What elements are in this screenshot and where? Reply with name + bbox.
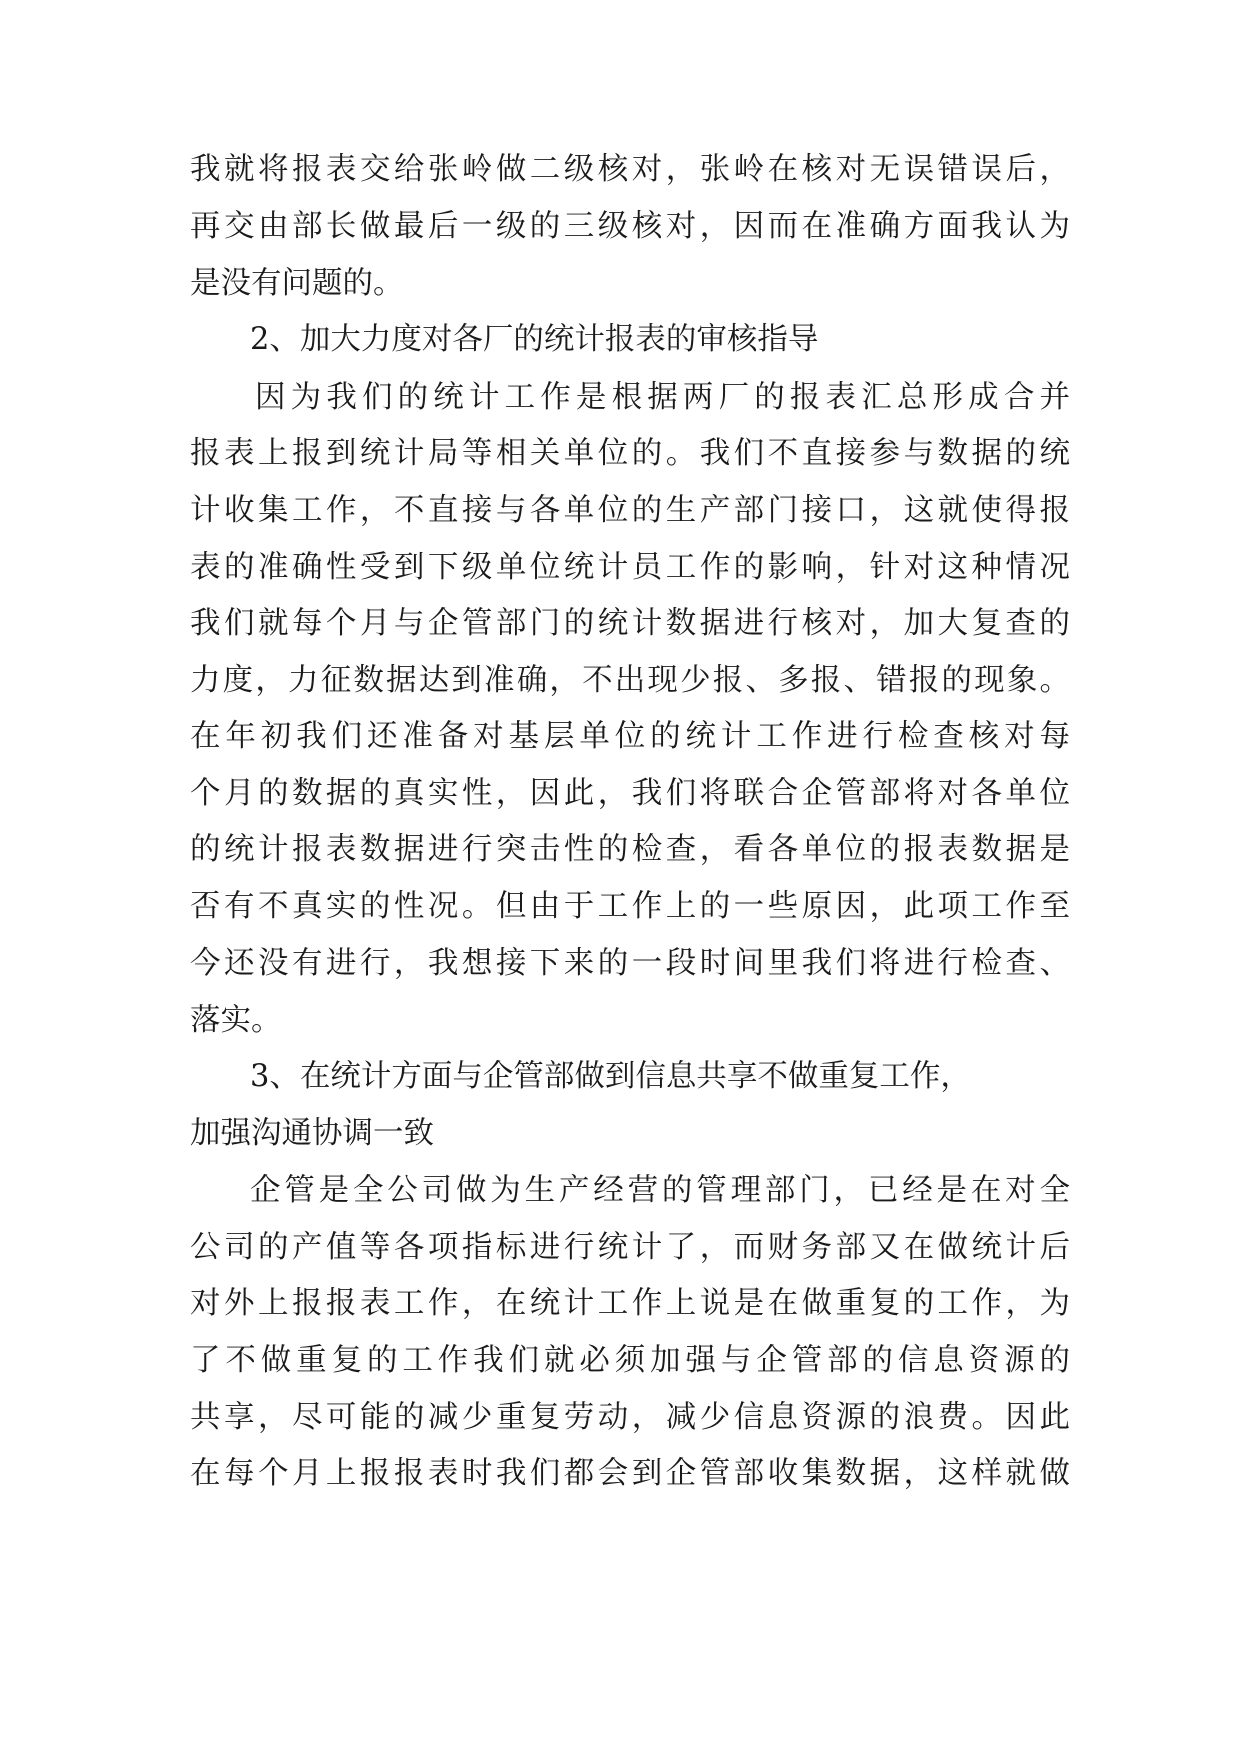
text-line: 了不做重复的工作我们就必须加强与企管部的信息资源的 (190, 1343, 1070, 1378)
text-line: 力度，力征数据达到准确，不出现少报、多报、错报的现象。 (190, 663, 1070, 698)
text-line: 在年初我们还准备对基层单位的统计工作进行检查核对每 (190, 719, 1070, 754)
text-line: 否有不真实的性况。但由于工作上的一些原因，此项工作至 (190, 889, 1070, 924)
text-line: 的统计报表数据进行突击性的检查，看各单位的报表数据是 (190, 832, 1070, 867)
text-line: 因为我们的统计工作是根据两厂的报表汇总形成合并 (255, 380, 1070, 415)
text-line: 在每个月上报报表时我们都会到企管部收集数据，这样就做 (190, 1456, 1070, 1491)
text-line: 再交由部长做最后一级的三级核对，因而在准确方面我认为 (190, 209, 1070, 244)
text-line: 我们就每个月与企管部门的统计数据进行核对，加大复查的 (190, 606, 1070, 641)
text-line: 个月的数据的真实性，因此，我们将联合企管部将对各单位 (190, 776, 1070, 811)
section-heading: 3、在统计方面与企管部做到信息共享不做重复工作， (250, 1059, 971, 1094)
text-line: 共享，尽可能的减少重复劳动，减少信息资源的浪费。因此 (190, 1400, 1070, 1435)
text-line: 我就将报表交给张岭做二级核对，张岭在核对无误错误后， (190, 152, 1070, 187)
text-line: 对外上报报表工作，在统计工作上说是在做重复的工作，为 (190, 1286, 1070, 1321)
text-line: 企管是全公司做为生产经营的管理部门，已经是在对全 (250, 1173, 1070, 1208)
text-line: 计收集工作，不直接与各单位的生产部门接口，这就使得报 (190, 493, 1070, 528)
section-heading-continued: 加强沟通协调一致 (190, 1116, 434, 1151)
text-line: 公司的产值等各项指标进行统计了，而财务部又在做统计后 (190, 1230, 1070, 1265)
text-line: 今还没有进行，我想接下来的一段时间里我们将进行检查、 (190, 946, 1070, 981)
section-heading: 2、加大力度对各厂的统计报表的审核指导 (250, 322, 819, 357)
text-line: 报表上报到统计局等相关单位的。我们不直接参与数据的统 (190, 436, 1070, 471)
text-line: 落实。 (190, 1003, 282, 1038)
text-line: 表的准确性受到下级单位统计员工作的影响，针对这种情况 (190, 550, 1070, 585)
text-line: 是没有问题的。 (190, 266, 404, 301)
